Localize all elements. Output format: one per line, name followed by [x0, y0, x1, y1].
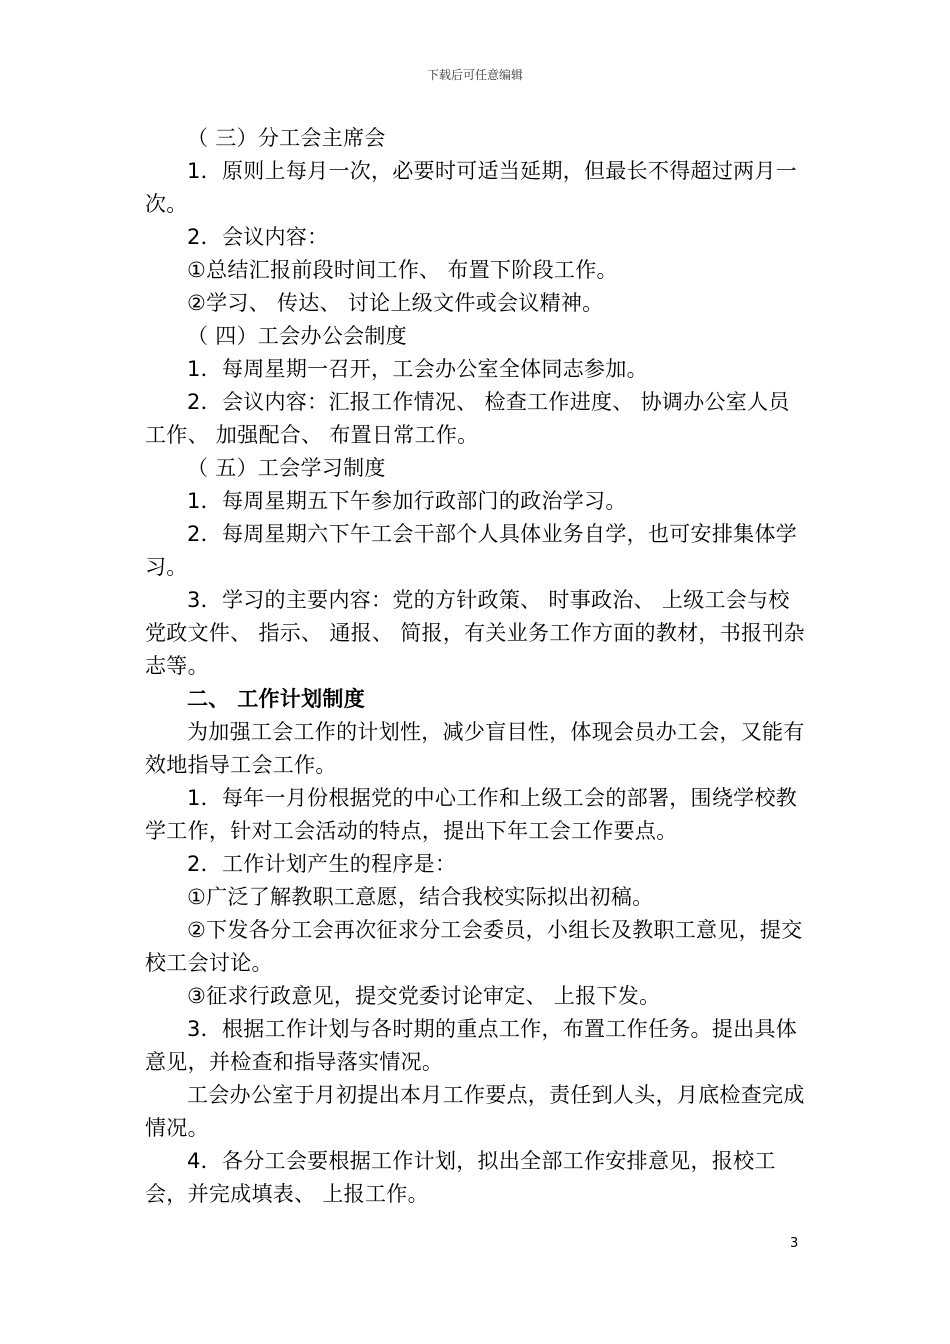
section-heading-work-plan: 二、 工作计划制度 [187, 687, 366, 711]
paragraph: 3．根据工作计划与各时期的重点工作，布置工作任务。提出具体意见，并检查和指导落实情况。 [145, 1017, 798, 1074]
paragraph: 4．各分工会要根据工作计划，拟出全部工作安排意见，报校工会，并完成填表、 上报工作。 [145, 1149, 776, 1206]
paragraph: 2．会议内容：汇报工作情况、 检查工作进度、 协调办公室人员工作、 加强配合、 布置日常工作。 [145, 390, 790, 447]
paragraph: 2．会议内容： [187, 225, 329, 249]
list-item: ③征求行政意见，提交党委讨论审定、 上报下发。 [187, 984, 661, 1008]
paragraph: 1．每周星期一召开，工会办公室全体同志参加。 [187, 357, 648, 381]
section-title-chairman-meeting: （ 三）分工会主席会 [187, 126, 386, 150]
page-number: 3 [790, 1236, 799, 1251]
list-item: ②学习、 传达、 讨论上级文件或会议精神。 [187, 291, 604, 315]
page-header: 下载后可任意编辑 [426, 68, 523, 82]
list-item: ①总结汇报前段时间工作、 布置下阶段工作。 [187, 258, 618, 282]
paragraph: 3．学习的主要内容：党的方针政策、 时事政治、 上级工会与校党政文件、 指示、 通报、 简报，有关业务工作方面的教材，书报刊杂志等。 [145, 588, 805, 678]
paragraph: 2．每周星期六下午工会干部个人具体业务自学，也可安排集体学习。 [145, 522, 798, 579]
paragraph: 2．工作计划产生的程序是： [187, 852, 457, 876]
section-title-study-system: （ 五）工会学习制度 [187, 456, 386, 480]
body-text [145, 122, 810, 1211]
list-item: ②下发各分工会再次征求分工会委员，小组长及教职工意见，提交校工会讨论。 [145, 918, 803, 975]
paragraph: 工会办公室于月初提出本月工作要点，责任到人头，月底检查完成情况。 [145, 1083, 805, 1140]
paragraph: 为加强工会工作的计划性，减少盲目性，体现会员办工会，又能有效地指导工会工作。 [145, 720, 805, 777]
list-item: ①广泛了解教职工意愿，结合我校实际拟出初稿。 [187, 885, 654, 909]
paragraph: 1．每周星期五下午参加行政部门的政治学习。 [187, 489, 627, 513]
section-title-office-meeting: （ 四）工会办公会制度 [187, 324, 407, 348]
paragraph: 1．每年一月份根据党的中心工作和上级工会的部署，围绕学校教学工作，针对工会活动的特点，提出下年工会工作要点。 [145, 786, 798, 843]
paragraph: 1．原则上每月一次，必要时可适当延期，但最长不得超过两月一次。 [145, 159, 798, 216]
